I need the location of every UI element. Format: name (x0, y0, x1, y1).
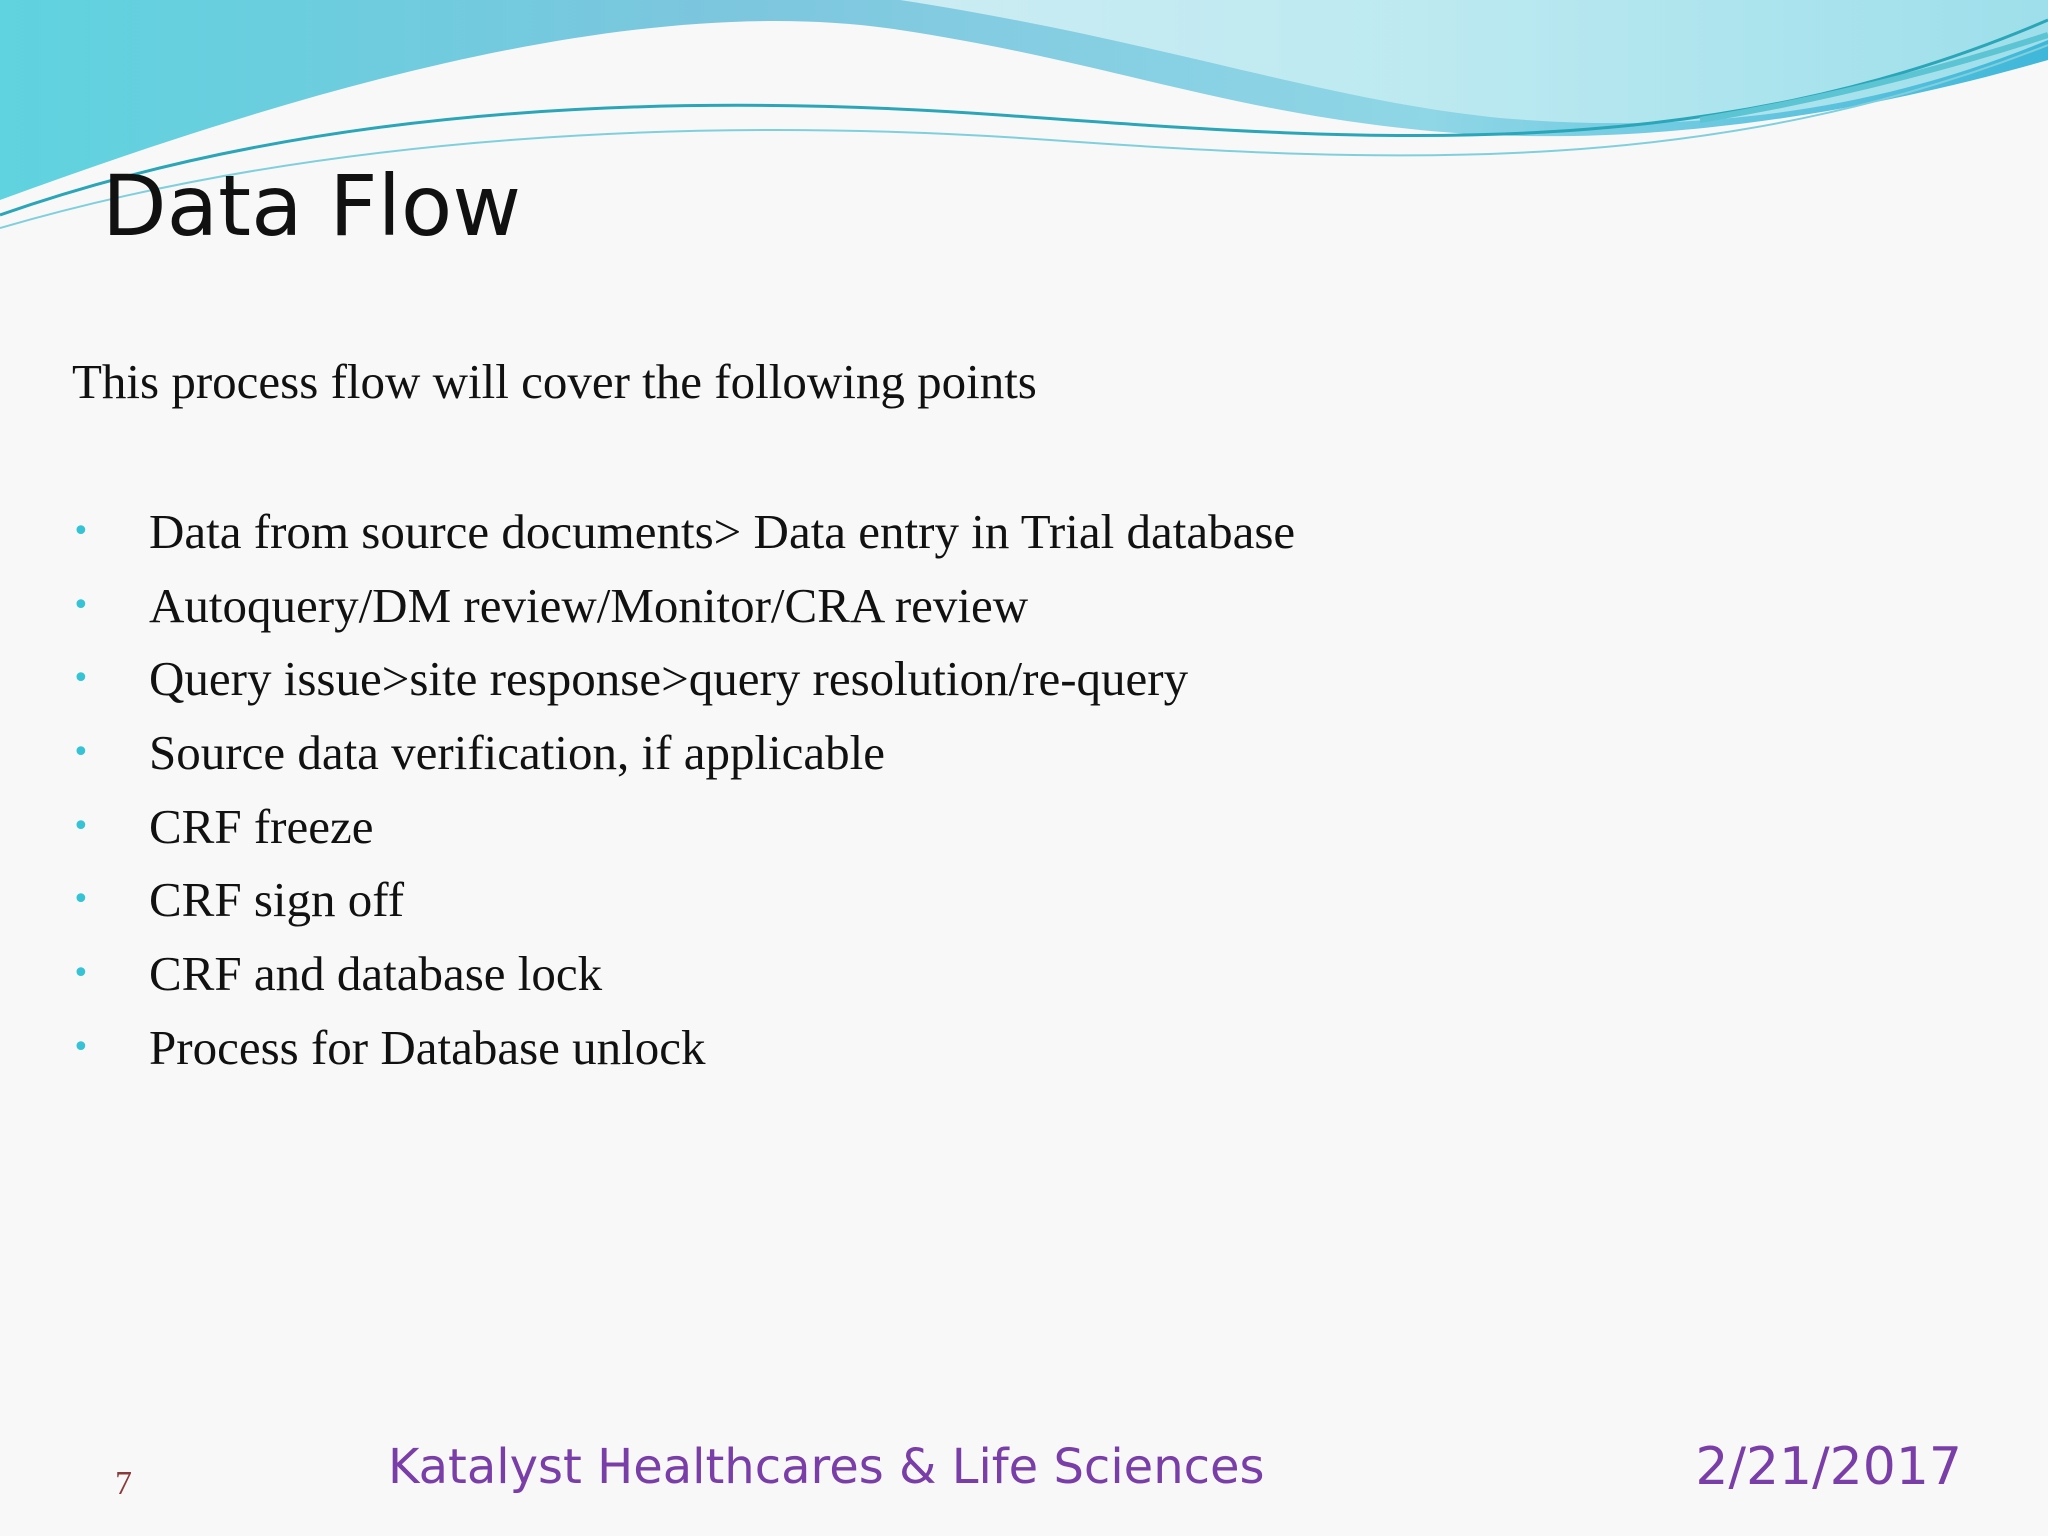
bullet-text: CRF sign off (149, 872, 405, 928)
bullet-icon: • (72, 808, 90, 844)
bullet-icon: • (72, 587, 90, 623)
bullet-icon: • (72, 661, 90, 697)
bullet-text: Process for Database unlock (149, 1019, 706, 1075)
bullet-icon: • (72, 956, 90, 992)
bullet-text: Query issue>site response>query resolution/re-query (149, 651, 1189, 707)
page-number: 7 (115, 1465, 132, 1502)
intro-text: This process flow will cover the following points (72, 354, 1037, 409)
footer-company: Katalyst Healthcares & Life Sciences (388, 1439, 1265, 1495)
bullet-text: Data from source documents> Data entry in Trial database (149, 504, 1296, 559)
bullet-text: CRF and database lock (149, 946, 603, 1002)
bullet-text: CRF freeze (149, 798, 374, 854)
slide-title: Data Flow (102, 157, 522, 255)
bullet-icon: • (72, 514, 90, 549)
bullet-text: Source data verification, if applicable (149, 725, 886, 781)
bullet-icon: • (72, 882, 90, 918)
bullet-icon: • (72, 735, 90, 771)
bullet-text: Autoquery/DM review/Monitor/CRA review (149, 577, 1029, 633)
footer-date: 2/21/2017 (1695, 1437, 1962, 1497)
bullet-icon: • (72, 1029, 90, 1065)
